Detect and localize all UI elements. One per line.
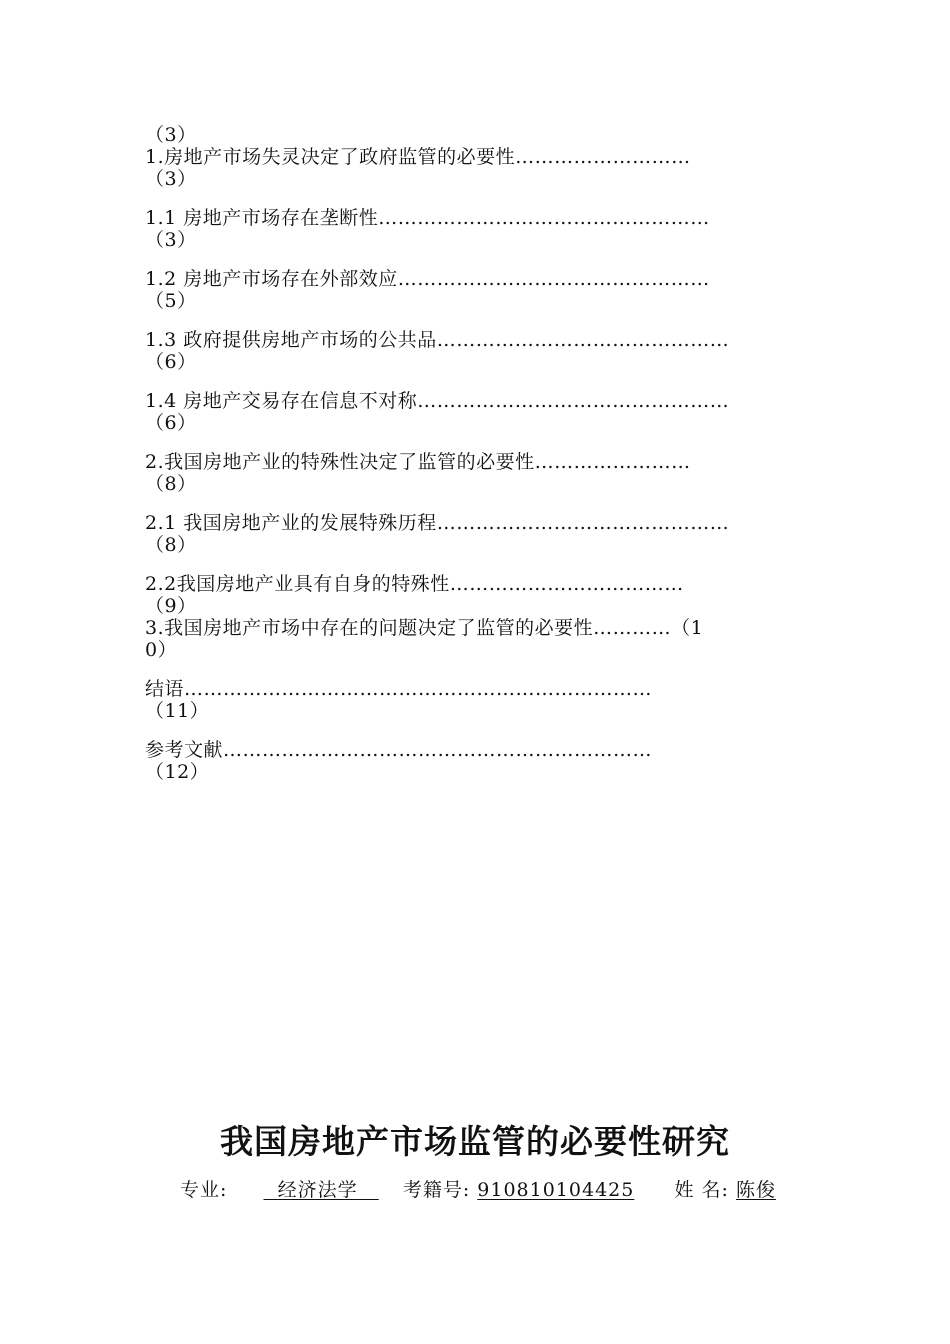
toc-leader-dots: ………………………………………… [417,390,730,412]
toc-page-number: 0） [145,639,178,661]
toc-page-number: （9） [145,595,197,617]
toc-page-number: （5） [145,290,197,312]
toc-entry-title: 2.1 我国房地产业的发展特殊历程 [145,512,437,534]
major-label: 专业: [180,1179,228,1201]
toc-entry [145,390,810,434]
toc-leader-dots: …………………… [534,451,691,473]
toc-lead-page-number: （3） [145,124,197,146]
name-label: 姓 名: [674,1179,729,1201]
toc-entry-title: 1.房地产市场失灵决定了政府监管的必要性 [145,146,516,168]
toc-leader-dots: ……………………………………… [436,512,730,534]
toc-leader-dots: ……………………………………… [436,329,730,351]
toc-page-number: （8） [145,534,197,556]
toc-entry-title: 参考文献 [145,739,224,761]
toc-leader-dots: ……………………………… [449,573,684,595]
toc-entry-title: 1.3 政府提供房地产市场的公共品 [145,329,437,351]
author-info [180,1178,776,1202]
toc-page-number: （6） [145,351,197,373]
toc-page-number: （6） [145,412,197,434]
toc-entry [145,678,810,722]
toc-page-number: （11） [145,700,210,722]
toc-entry-title: 3.我国房地产市场中存在的问题决定了监管的必要性 [145,617,594,639]
toc-entry-title: 1.2 房地产市场存在外部效应 [145,268,398,290]
toc-entry [145,451,810,495]
toc-page-number: （12） [145,761,210,783]
toc-entry [145,739,810,783]
name-value: 陈俊 [735,1179,776,1201]
toc-leader-dots: ………………………………………… [397,268,710,290]
toc-entry [145,512,810,556]
toc-leader-dots: ……………………………………………………………… [184,678,653,700]
exam-number-label: 考籍号: [402,1179,471,1201]
toc-entry-title: 1.1 房地产市场存在垄断性 [145,207,379,229]
toc-entry [145,617,810,661]
toc-leader-dots: …………（1 [593,617,704,639]
toc-page-number: （3） [145,168,197,190]
toc-entry-title: 2.我国房地产业的特殊性决定了监管的必要性 [145,451,535,473]
toc-entry [145,268,810,312]
toc-leader-dots: ………………………………………………………… [223,739,653,761]
toc-entry-title: 1.4 房地产交易存在信息不对称 [145,390,418,412]
toc-page-number: （8） [145,473,197,495]
paper-title: 我国房地产市场监管的必要性研究 [220,1122,730,1161]
toc-entry [145,573,810,617]
toc-leader-dots: …………………………………………… [378,207,710,229]
major-value: 经济法学 [277,1179,358,1201]
table-of-contents [145,124,810,783]
toc-entry-title: 2.2我国房地产业具有自身的特殊性 [145,573,450,595]
toc-entry [145,329,810,373]
toc-leader-dots: ……………………… [515,146,691,168]
toc-entry [145,207,810,251]
toc-entry [145,146,810,190]
toc-page-number: （3） [145,229,197,251]
toc-entry-title: 结语 [145,678,185,700]
exam-number-value: 910810104425 [477,1179,635,1201]
